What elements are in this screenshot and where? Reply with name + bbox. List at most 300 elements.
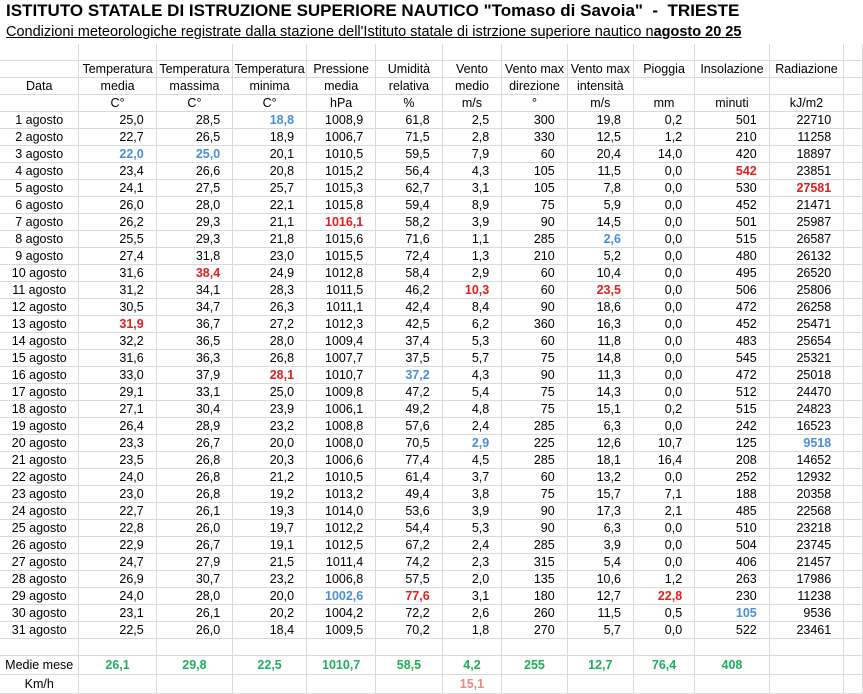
cell-pioggia[interactable]: 0,0: [633, 163, 694, 180]
cell-temp-media[interactable]: 23,4: [79, 163, 156, 180]
cell-vento-max-int[interactable]: 12,6: [567, 435, 633, 452]
header-cell-temp-media[interactable]: C°: [79, 95, 156, 112]
average-vento-max-dir[interactable]: 255: [502, 656, 567, 675]
cell-insolazione[interactable]: 230: [695, 588, 770, 605]
cell-temp-minima[interactable]: 18,4: [233, 622, 307, 639]
cell-vento-medio[interactable]: 2,9: [442, 435, 502, 452]
date-cell[interactable]: 6 agosto: [0, 197, 79, 214]
header-cell-umidita[interactable]: relativa: [376, 78, 442, 95]
cell-vento-max-int[interactable]: 15,1: [567, 401, 633, 418]
cell-radiazione[interactable]: 16523: [769, 418, 843, 435]
cell-vento-max-int[interactable]: 12,7: [567, 588, 633, 605]
cell-vento-medio[interactable]: 5,3: [442, 520, 502, 537]
header-cell-pioggia[interactable]: Pioggia: [633, 61, 694, 78]
cell-vento-max-dir[interactable]: 90: [502, 520, 567, 537]
date-cell[interactable]: 18 agosto: [0, 401, 79, 418]
cell-temp-minima[interactable]: 20,0: [233, 588, 307, 605]
cell-temp-media[interactable]: 22,8: [79, 520, 156, 537]
cell-vento-max-int[interactable]: 6,3: [567, 418, 633, 435]
empty-cell[interactable]: [844, 350, 863, 367]
cell-radiazione[interactable]: 23745: [769, 537, 843, 554]
cell-vento-max-int[interactable]: 6,3: [567, 520, 633, 537]
cell-vento-medio[interactable]: 2,5: [442, 112, 502, 129]
cell-insolazione[interactable]: 483: [695, 333, 770, 350]
cell-temp-minima[interactable]: 26,8: [233, 350, 307, 367]
cell-vento-medio[interactable]: 3,7: [442, 469, 502, 486]
cell-temp-minima[interactable]: 23,0: [233, 248, 307, 265]
cell-vento-max-dir[interactable]: 75: [502, 350, 567, 367]
cell-vento-medio[interactable]: 5,4: [442, 384, 502, 401]
cell-radiazione[interactable]: 25987: [769, 214, 843, 231]
cell-temp-media[interactable]: 24,1: [79, 180, 156, 197]
empty-cell[interactable]: [844, 231, 863, 248]
empty-cell[interactable]: [844, 214, 863, 231]
cell-temp-massima[interactable]: 33,1: [156, 384, 232, 401]
cell-vento-max-int[interactable]: 5,9: [567, 197, 633, 214]
kmh-label[interactable]: Km/h: [0, 675, 79, 694]
average-temp-media[interactable]: 26,1: [79, 656, 156, 675]
cell-pioggia[interactable]: 0,0: [633, 265, 694, 282]
cell-temp-massima[interactable]: 30,7: [156, 571, 232, 588]
empty-cell[interactable]: [844, 571, 863, 588]
cell-vento-medio[interactable]: 10,3: [442, 282, 502, 299]
cell-vento-medio[interactable]: 8,4: [442, 299, 502, 316]
cell-temp-minima[interactable]: 19,1: [233, 537, 307, 554]
cell-insolazione[interactable]: 512: [695, 384, 770, 401]
date-cell[interactable]: 23 agosto: [0, 486, 79, 503]
cell-pioggia[interactable]: 0,0: [633, 214, 694, 231]
cell-radiazione[interactable]: 25321: [769, 350, 843, 367]
cell-pioggia[interactable]: 0,0: [633, 197, 694, 214]
cell-umidita[interactable]: 47,2: [376, 384, 442, 401]
cell-vento-max-int[interactable]: 16,3: [567, 316, 633, 333]
cell-temp-media[interactable]: 23,1: [79, 605, 156, 622]
cell-vento-max-dir[interactable]: 225: [502, 435, 567, 452]
cell-temp-massima[interactable]: 26,1: [156, 605, 232, 622]
cell-temp-minima[interactable]: 24,9: [233, 265, 307, 282]
empty-cell[interactable]: [844, 146, 863, 163]
cell-vento-max-int[interactable]: 11,5: [567, 163, 633, 180]
header-cell-temp-minima[interactable]: Temperatura: [234, 62, 305, 76]
cell-temp-massima[interactable]: 28,5: [156, 112, 232, 129]
cell-temp-media[interactable]: 24,0: [79, 469, 156, 486]
empty-cell[interactable]: [156, 639, 232, 656]
cell-temp-media[interactable]: 24,7: [79, 554, 156, 571]
empty-cell[interactable]: [844, 503, 863, 520]
cell-pioggia[interactable]: 0,0: [633, 333, 694, 350]
cell-temp-media[interactable]: 26,2: [79, 214, 156, 231]
cell-pioggia[interactable]: 0,2: [633, 401, 694, 418]
cell-temp-massima[interactable]: 27,5: [156, 180, 232, 197]
cell-temp-massima[interactable]: 36,7: [156, 316, 232, 333]
empty-cell[interactable]: [844, 554, 863, 571]
empty-cell[interactable]: [844, 418, 863, 435]
cell-vento-max-int[interactable]: 2,6: [567, 231, 633, 248]
cell-radiazione[interactable]: 26132: [769, 248, 843, 265]
cell-pressione[interactable]: 1007,7: [307, 350, 376, 367]
cell-vento-medio[interactable]: 4,3: [442, 367, 502, 384]
cell-pioggia[interactable]: 0,0: [633, 520, 694, 537]
cell-vento-medio[interactable]: 3,1: [442, 588, 502, 605]
date-cell[interactable]: 21 agosto: [0, 452, 79, 469]
cell-temp-minima[interactable]: 26,3: [233, 299, 307, 316]
cell-temp-massima[interactable]: 38,4: [156, 265, 232, 282]
cell-pressione[interactable]: 1010,7: [307, 367, 376, 384]
cell-temp-massima[interactable]: 36,3: [156, 350, 232, 367]
cell-temp-media[interactable]: 26,9: [79, 571, 156, 588]
cell-temp-media[interactable]: 29,1: [79, 384, 156, 401]
cell-insolazione[interactable]: 252: [695, 469, 770, 486]
cell-umidita[interactable]: 57,6: [376, 418, 442, 435]
date-cell[interactable]: 1 agosto: [0, 112, 79, 129]
cell-vento-max-int[interactable]: 10,4: [567, 265, 633, 282]
cell-vento-medio[interactable]: 4,5: [442, 452, 502, 469]
cell-vento-max-int[interactable]: 12,5: [567, 129, 633, 146]
cell-pressione[interactable]: 1011,4: [307, 554, 376, 571]
cell-insolazione[interactable]: 480: [695, 248, 770, 265]
cell-temp-minima[interactable]: 27,2: [233, 316, 307, 333]
cell-temp-media[interactable]: 24,0: [79, 588, 156, 605]
cell-vento-medio[interactable]: 3,9: [442, 503, 502, 520]
cell-vento-max-dir[interactable]: 300: [502, 112, 567, 129]
cell-umidita[interactable]: 77,6: [376, 588, 442, 605]
cell-vento-max-int[interactable]: 17,3: [567, 503, 633, 520]
cell-temp-minima[interactable]: 25,0: [233, 384, 307, 401]
cell-pioggia[interactable]: 22,8: [633, 588, 694, 605]
header-cell-vento-medio[interactable]: medio: [442, 78, 502, 95]
cell-vento-medio[interactable]: 2,4: [442, 537, 502, 554]
date-cell[interactable]: 19 agosto: [0, 418, 79, 435]
averages-label[interactable]: Medie mese: [0, 656, 79, 675]
cell-pressione[interactable]: 1012,5: [307, 537, 376, 554]
cell-insolazione[interactable]: 472: [695, 367, 770, 384]
date-cell[interactable]: 29 agosto: [0, 588, 79, 605]
cell-pioggia[interactable]: 14,0: [633, 146, 694, 163]
cell-pioggia[interactable]: 0,0: [633, 299, 694, 316]
cell-pioggia[interactable]: 0,0: [633, 180, 694, 197]
empty-cell[interactable]: [633, 675, 694, 694]
header-cell-temp-minima[interactable]: C°: [233, 95, 307, 112]
cell-radiazione[interactable]: 9536: [769, 605, 843, 622]
average-temp-minima[interactable]: 22,5: [233, 656, 307, 675]
cell-temp-massima[interactable]: 28,0: [156, 197, 232, 214]
cell-pressione[interactable]: 1015,2: [307, 163, 376, 180]
empty-cell[interactable]: [307, 675, 376, 694]
cell-pioggia[interactable]: 0,0: [633, 384, 694, 401]
cell-insolazione[interactable]: 522: [695, 622, 770, 639]
cell-umidita[interactable]: 37,4: [376, 333, 442, 350]
cell-vento-max-int[interactable]: 23,5: [567, 282, 633, 299]
empty-cell[interactable]: [695, 639, 770, 656]
empty-cell[interactable]: [844, 282, 863, 299]
date-cell[interactable]: 3 agosto: [0, 146, 79, 163]
cell-temp-media[interactable]: 22,7: [79, 129, 156, 146]
header-cell-pioggia[interactable]: [633, 78, 694, 95]
header-cell-temp-massima[interactable]: massima: [156, 78, 232, 95]
cell-temp-massima[interactable]: 26,0: [156, 520, 232, 537]
date-cell[interactable]: 13 agosto: [0, 316, 79, 333]
empty-cell[interactable]: [844, 61, 863, 78]
cell-temp-minima[interactable]: 22,1: [233, 197, 307, 214]
cell-pressione[interactable]: 1012,8: [307, 265, 376, 282]
cell-temp-massima[interactable]: 26,6: [156, 163, 232, 180]
empty-cell[interactable]: [307, 639, 376, 656]
cell-pressione[interactable]: 1015,6: [307, 231, 376, 248]
cell-vento-medio[interactable]: 2,6: [442, 605, 502, 622]
cell-vento-medio[interactable]: 3,8: [442, 486, 502, 503]
cell-vento-max-dir[interactable]: 75: [502, 384, 567, 401]
cell-temp-massima[interactable]: 28,9: [156, 418, 232, 435]
cell-temp-media[interactable]: 25,0: [79, 112, 156, 129]
cell-insolazione[interactable]: 188: [695, 486, 770, 503]
cell-temp-media[interactable]: 33,0: [79, 367, 156, 384]
date-cell[interactable]: 4 agosto: [0, 163, 79, 180]
cell-insolazione[interactable]: 420: [695, 146, 770, 163]
cell-umidita[interactable]: 61,4: [376, 469, 442, 486]
cell-vento-max-dir[interactable]: 90: [502, 503, 567, 520]
cell-vento-max-dir[interactable]: 285: [502, 537, 567, 554]
cell-vento-medio[interactable]: 3,1: [442, 180, 502, 197]
cell-temp-massima[interactable]: 37,9: [156, 367, 232, 384]
cell-insolazione[interactable]: 208: [695, 452, 770, 469]
cell-pressione[interactable]: 1011,1: [307, 299, 376, 316]
header-cell-temp-massima[interactable]: Temperatura: [156, 61, 232, 78]
cell-pressione[interactable]: 1010,5: [307, 469, 376, 486]
cell-vento-max-dir[interactable]: 60: [502, 469, 567, 486]
empty-cell[interactable]: [376, 639, 442, 656]
cell-temp-massima[interactable]: 27,9: [156, 554, 232, 571]
cell-temp-minima[interactable]: 21,5: [233, 554, 307, 571]
empty-cell[interactable]: [844, 675, 863, 694]
header-cell-temp-media[interactable]: Temperatura: [79, 61, 156, 78]
cell-pioggia[interactable]: 0,0: [633, 316, 694, 333]
empty-cell[interactable]: [233, 639, 307, 656]
cell-umidita[interactable]: 42,4: [376, 299, 442, 316]
cell-umidita[interactable]: 54,4: [376, 520, 442, 537]
header-cell-temp-massima[interactable]: C°: [156, 95, 232, 112]
cell-temp-media[interactable]: 32,2: [79, 333, 156, 350]
cell-insolazione[interactable]: 263: [695, 571, 770, 588]
cell-vento-max-int[interactable]: 11,8: [567, 333, 633, 350]
cell-vento-max-int[interactable]: 15,7: [567, 486, 633, 503]
cell-pioggia[interactable]: 0,0: [633, 248, 694, 265]
cell-insolazione[interactable]: 105: [695, 605, 770, 622]
cell-radiazione[interactable]: 25018: [769, 367, 843, 384]
cell-temp-massima[interactable]: 26,0: [156, 622, 232, 639]
empty-cell[interactable]: [633, 639, 694, 656]
cell-insolazione[interactable]: 125: [695, 435, 770, 452]
empty-cell[interactable]: [844, 452, 863, 469]
cell-vento-max-int[interactable]: 13,2: [567, 469, 633, 486]
cell-vento-max-dir[interactable]: 270: [502, 622, 567, 639]
cell-temp-massima[interactable]: 29,3: [156, 231, 232, 248]
cell-pressione[interactable]: 1006,6: [307, 452, 376, 469]
header-cell-pressione[interactable]: Pressione: [307, 61, 376, 78]
date-cell[interactable]: 2 agosto: [0, 129, 79, 146]
empty-cell[interactable]: [844, 486, 863, 503]
empty-cell[interactable]: [844, 588, 863, 605]
date-cell[interactable]: 12 agosto: [0, 299, 79, 316]
cell-insolazione[interactable]: 242: [695, 418, 770, 435]
cell-vento-max-int[interactable]: 14,5: [567, 214, 633, 231]
cell-temp-massima[interactable]: 34,1: [156, 282, 232, 299]
cell-umidita[interactable]: 49,4: [376, 486, 442, 503]
header-cell-vento-medio[interactable]: Vento: [442, 61, 502, 78]
cell-umidita[interactable]: 37,5: [376, 350, 442, 367]
cell-umidita[interactable]: 62,7: [376, 180, 442, 197]
cell-insolazione[interactable]: 406: [695, 554, 770, 571]
cell-temp-massima[interactable]: 26,7: [156, 537, 232, 554]
cell-vento-max-dir[interactable]: 75: [502, 401, 567, 418]
date-cell[interactable]: 26 agosto: [0, 537, 79, 554]
cell-pioggia[interactable]: 0,0: [633, 622, 694, 639]
cell-temp-media[interactable]: 31,6: [79, 350, 156, 367]
header-cell-vento-max-int[interactable]: intensità: [567, 78, 633, 95]
empty-cell[interactable]: [0, 639, 79, 656]
cell-vento-medio[interactable]: 4,3: [442, 163, 502, 180]
cell-temp-massima[interactable]: 29,3: [156, 214, 232, 231]
cell-insolazione[interactable]: 501: [695, 214, 770, 231]
cell-radiazione[interactable]: 18897: [769, 146, 843, 163]
cell-pioggia[interactable]: 0,0: [633, 282, 694, 299]
cell-vento-max-int[interactable]: 18,1: [567, 452, 633, 469]
cell-pressione[interactable]: 1008,8: [307, 418, 376, 435]
cell-pioggia[interactable]: 0,0: [633, 367, 694, 384]
header-cell-data[interactable]: Data: [0, 78, 79, 95]
cell-pressione[interactable]: 1015,3: [307, 180, 376, 197]
empty-cell[interactable]: [844, 622, 863, 639]
cell-radiazione[interactable]: 9518: [769, 435, 843, 452]
cell-pioggia[interactable]: 0,0: [633, 231, 694, 248]
empty-cell[interactable]: [844, 299, 863, 316]
date-cell[interactable]: 16 agosto: [0, 367, 79, 384]
cell-pressione[interactable]: 1015,5: [307, 248, 376, 265]
empty-cell[interactable]: [567, 639, 633, 656]
cell-insolazione[interactable]: 515: [695, 401, 770, 418]
cell-vento-max-int[interactable]: 11,3: [567, 367, 633, 384]
empty-cell[interactable]: [567, 675, 633, 694]
cell-pressione[interactable]: 1010,5: [307, 146, 376, 163]
cell-temp-minima[interactable]: 28,1: [233, 367, 307, 384]
cell-vento-max-dir[interactable]: 75: [502, 486, 567, 503]
header-cell-data[interactable]: [0, 95, 79, 112]
cell-temp-media[interactable]: 22,9: [79, 537, 156, 554]
cell-temp-media[interactable]: 26,0: [79, 197, 156, 214]
empty-cell[interactable]: [844, 520, 863, 537]
cell-pioggia[interactable]: 0,0: [633, 350, 694, 367]
cell-temp-media[interactable]: 22,0: [79, 146, 156, 163]
date-cell[interactable]: 20 agosto: [0, 435, 79, 452]
empty-cell[interactable]: [769, 675, 843, 694]
empty-cell[interactable]: [502, 675, 567, 694]
cell-pioggia[interactable]: 1,2: [633, 571, 694, 588]
cell-umidita[interactable]: 58,2: [376, 214, 442, 231]
cell-temp-minima[interactable]: 20,0: [233, 435, 307, 452]
cell-pressione[interactable]: 1016,1: [307, 214, 376, 231]
cell-radiazione[interactable]: 24470: [769, 384, 843, 401]
cell-umidita[interactable]: 70,5: [376, 435, 442, 452]
date-cell[interactable]: 11 agosto: [0, 282, 79, 299]
date-cell[interactable]: 27 agosto: [0, 554, 79, 571]
cell-pioggia[interactable]: 0,2: [633, 112, 694, 129]
empty-cell[interactable]: [79, 675, 156, 694]
cell-umidita[interactable]: 61,8: [376, 112, 442, 129]
cell-pioggia[interactable]: 0,0: [633, 469, 694, 486]
cell-pressione[interactable]: 1008,0: [307, 435, 376, 452]
cell-vento-max-int[interactable]: 7,8: [567, 180, 633, 197]
cell-radiazione[interactable]: 26258: [769, 299, 843, 316]
date-cell[interactable]: 25 agosto: [0, 520, 79, 537]
cell-radiazione[interactable]: 23851: [769, 163, 843, 180]
cell-pressione[interactable]: 1006,1: [307, 401, 376, 418]
cell-vento-max-dir[interactable]: 285: [502, 231, 567, 248]
cell-pressione[interactable]: 1009,5: [307, 622, 376, 639]
cell-temp-massima[interactable]: 26,7: [156, 435, 232, 452]
cell-pressione[interactable]: 1012,3: [307, 316, 376, 333]
cell-radiazione[interactable]: 25806: [769, 282, 843, 299]
cell-pioggia[interactable]: 10,7: [633, 435, 694, 452]
empty-cell[interactable]: [156, 675, 232, 694]
cell-vento-max-int[interactable]: 14,8: [567, 350, 633, 367]
cell-radiazione[interactable]: 11238: [769, 588, 843, 605]
header-cell-temp-media[interactable]: media: [79, 78, 156, 95]
cell-vento-max-dir[interactable]: 360: [502, 316, 567, 333]
cell-umidita[interactable]: 59,4: [376, 197, 442, 214]
header-cell-temp-minima[interactable]: minima: [233, 78, 307, 95]
cell-temp-minima[interactable]: 19,3: [233, 503, 307, 520]
cell-temp-minima[interactable]: 19,2: [233, 486, 307, 503]
empty-cell[interactable]: [844, 78, 863, 95]
average-pressione[interactable]: 1010,7: [307, 656, 376, 675]
cell-insolazione[interactable]: 485: [695, 503, 770, 520]
cell-vento-medio[interactable]: 4,8: [442, 401, 502, 418]
cell-vento-medio[interactable]: 2,4: [442, 418, 502, 435]
cell-temp-minima[interactable]: 25,7: [233, 180, 307, 197]
cell-temp-media[interactable]: 22,5: [79, 622, 156, 639]
date-cell[interactable]: 24 agosto: [0, 503, 79, 520]
empty-cell[interactable]: [844, 605, 863, 622]
cell-vento-max-dir[interactable]: 180: [502, 588, 567, 605]
cell-temp-massima[interactable]: 36,5: [156, 333, 232, 350]
cell-umidita[interactable]: 74,2: [376, 554, 442, 571]
cell-umidita[interactable]: 72,4: [376, 248, 442, 265]
cell-umidita[interactable]: 72,2: [376, 605, 442, 622]
cell-temp-media[interactable]: 27,4: [79, 248, 156, 265]
cell-radiazione[interactable]: 22568: [769, 503, 843, 520]
cell-temp-media[interactable]: 26,4: [79, 418, 156, 435]
cell-temp-minima[interactable]: 20,8: [233, 163, 307, 180]
cell-insolazione[interactable]: 542: [695, 163, 770, 180]
cell-temp-media[interactable]: 23,0: [79, 486, 156, 503]
cell-vento-medio[interactable]: 2,0: [442, 571, 502, 588]
cell-vento-max-int[interactable]: 20,4: [567, 146, 633, 163]
average-vento-max-int[interactable]: 12,7: [567, 656, 633, 675]
cell-temp-massima[interactable]: 31,8: [156, 248, 232, 265]
empty-cell[interactable]: [844, 537, 863, 554]
empty-cell[interactable]: [844, 469, 863, 486]
cell-temp-massima[interactable]: 25,0: [156, 146, 232, 163]
cell-insolazione[interactable]: 452: [695, 316, 770, 333]
cell-vento-medio[interactable]: 1,1: [442, 231, 502, 248]
cell-insolazione[interactable]: 504: [695, 537, 770, 554]
kmh-value[interactable]: 15,1: [442, 675, 502, 694]
cell-vento-max-int[interactable]: 10,6: [567, 571, 633, 588]
cell-temp-massima[interactable]: 30,4: [156, 401, 232, 418]
empty-cell[interactable]: [844, 401, 863, 418]
cell-vento-medio[interactable]: 1,3: [442, 248, 502, 265]
cell-vento-medio[interactable]: 6,2: [442, 316, 502, 333]
empty-cell[interactable]: [844, 163, 863, 180]
